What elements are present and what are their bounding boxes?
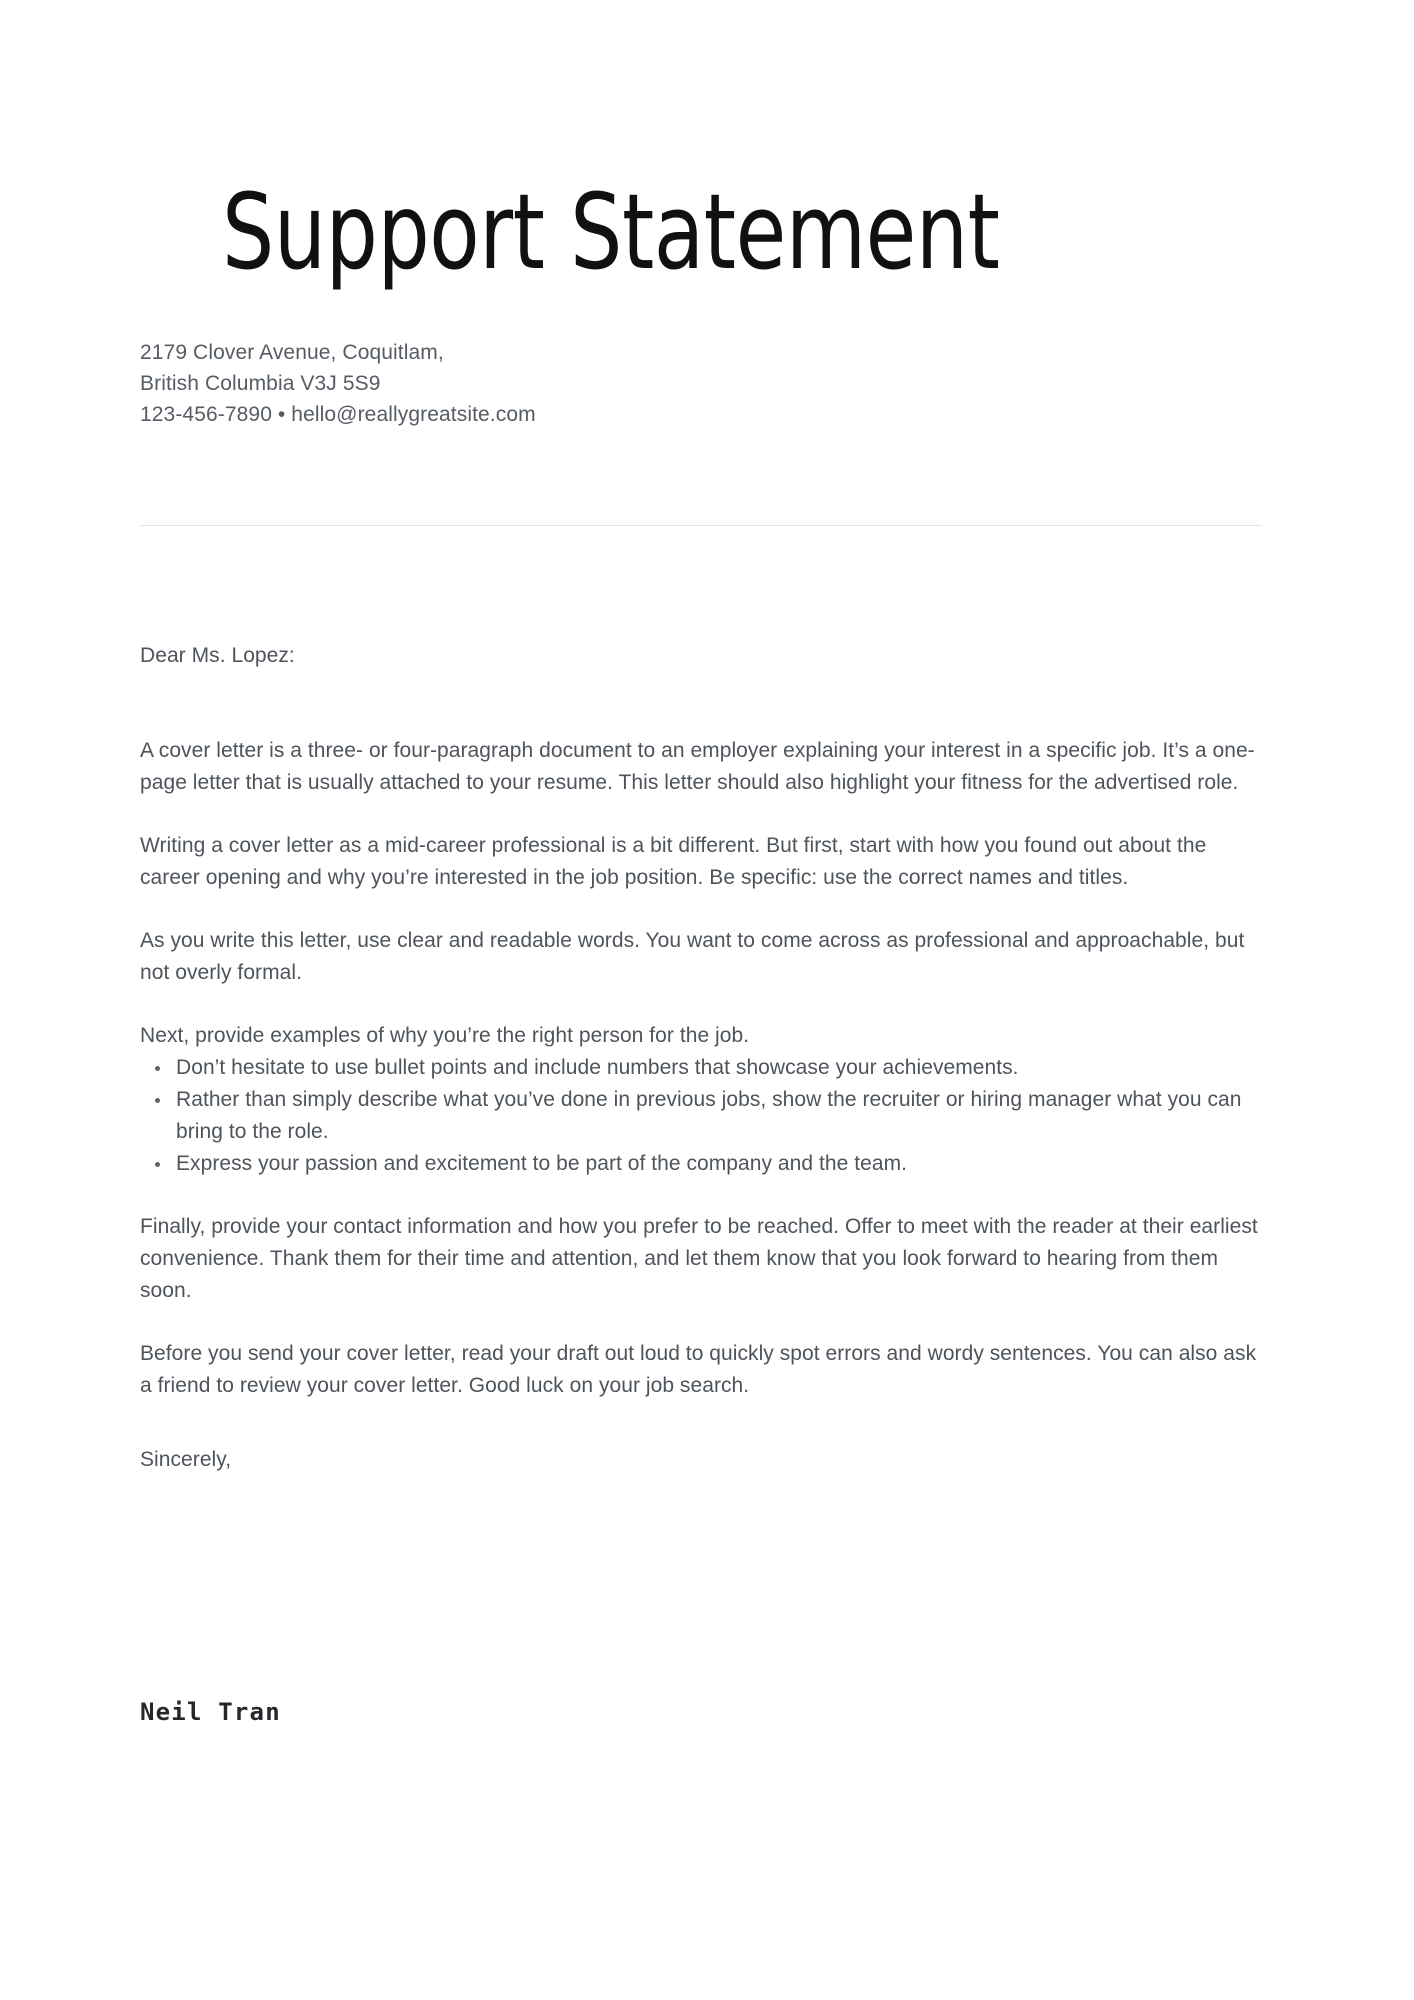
letter-paragraph-2: Writing a cover letter as a mid-career professional is a bit different. But first, start with how you found out about the career opening and why you’re interested in the job position. Be specific: use the correct names and titles. bbox=[140, 834, 1207, 889]
bullet-list-intro: Next, provide examples of why you’re the right person for the job. bbox=[140, 1024, 750, 1047]
header-divider bbox=[140, 525, 1262, 526]
address-line-region: British Columbia V3J 5S9 bbox=[140, 372, 381, 395]
list-item: Don’t hesitate to use bullet points and include numbers that showcase your achievements. bbox=[140, 1052, 1262, 1084]
signature-name: Neil Tran bbox=[140, 1698, 281, 1726]
list-item: Express your passion and excitement to be part of the company and the team. bbox=[140, 1148, 1262, 1180]
letter-salutation: Dear Ms. Lopez: bbox=[140, 644, 295, 667]
letter-paragraph-1: A cover letter is a three- or four-paragraph document to an employer explaining your interest in a specific job. It’s a one-page letter that is usually attached to your resume. This letter should also highlight your fitness for the advertised role. bbox=[140, 739, 1255, 794]
letter-sign-off: Sincerely, bbox=[140, 1448, 232, 1471]
list-item: Rather than simply describe what you’ve done in previous jobs, show the recruiter or hiring manager what you can bring to the role. bbox=[140, 1084, 1262, 1148]
letter-body bbox=[140, 640, 1262, 1476]
letter-paragraph-finally: Finally, provide your contact information and how you prefer to be reached. Offer to meet with the reader at their earliest convenience. Thank them for their time and attention, and let them know that you look forward to hearing from them soon. bbox=[140, 1215, 1258, 1302]
achievements-bullet-list bbox=[140, 1052, 1262, 1180]
address-line-street: 2179 Clover Avenue, Coquitlam, bbox=[140, 341, 444, 364]
sender-address-block bbox=[140, 337, 536, 430]
address-line-contact: 123-456-7890 • hello@reallygreatsite.com bbox=[140, 403, 536, 426]
letter-paragraph-before-send: Before you send your cover letter, read your draft out loud to quickly spot errors and wordy sentences. You can also ask a friend to review your cover letter. Good luck on your job search. bbox=[140, 1342, 1257, 1397]
page-title: Support Statement bbox=[222, 170, 1000, 293]
letter-paragraph-3: As you write this letter, use clear and readable words. You want to come across as professional and approachable, but not overly formal. bbox=[140, 929, 1245, 984]
